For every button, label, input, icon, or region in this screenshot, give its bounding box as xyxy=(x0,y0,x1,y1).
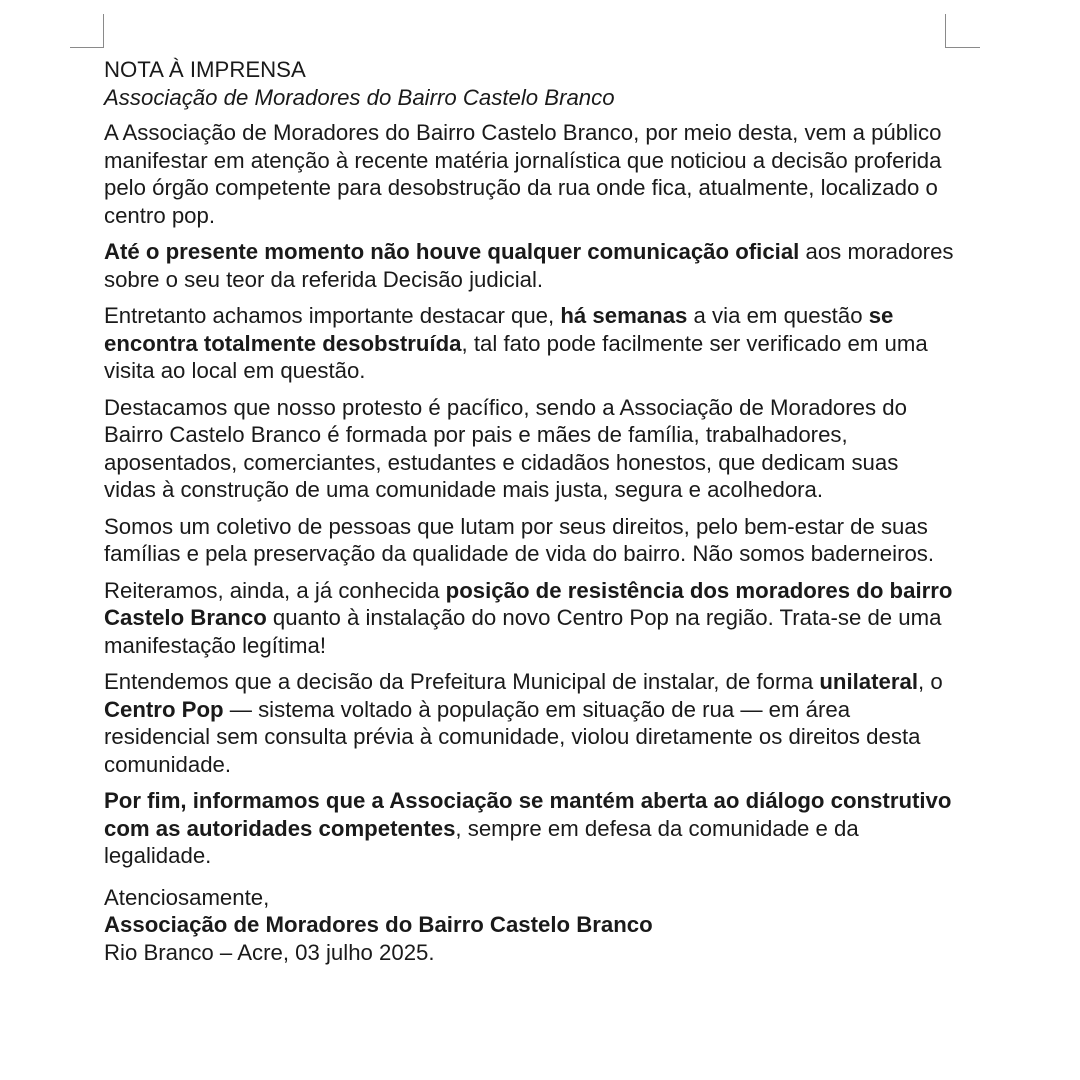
bold-text-run: Até o presente momento não houve qualquer comunicação oficial xyxy=(104,239,800,264)
text-run: a via em questão xyxy=(687,303,869,328)
bold-text-run: unilateral xyxy=(819,669,919,694)
closing-block xyxy=(104,884,954,967)
body-paragraph xyxy=(104,513,954,568)
closing-salutation: Atenciosamente, xyxy=(104,884,270,910)
crop-mark-top-right xyxy=(945,14,980,48)
closing-place-date: Rio Branco – Acre, 03 julho 2025. xyxy=(104,939,435,965)
text-run: Reiteramos, ainda, a já conhecida xyxy=(104,577,446,603)
paragraph-list xyxy=(104,119,954,870)
body-paragraph xyxy=(104,238,954,293)
bold-text-run: Centro Pop xyxy=(104,696,224,722)
body-paragraph xyxy=(104,302,954,385)
text-run: , sempre em defesa da comunidade e da legalidade. xyxy=(104,815,859,868)
bold-text-run: há semanas xyxy=(560,303,688,328)
text-run: A Associação de Moradores do Bairro Castelo Branco, por meio desta, vem a público manifestar em atenção à recente matéria jornalística que noticiou a decisão proferida pelo órgão competente para desobstrução da rua onde fica, atualmente, localizado o centro pop. xyxy=(104,120,942,228)
text-run: , tal fato pode facilmente ser verificado em uma visita ao local em questão. xyxy=(104,330,928,383)
body-paragraph xyxy=(104,394,954,504)
text-run: aos moradores sobre o seu teor da referida Decisão judicial. xyxy=(104,239,954,292)
text-run: — sistema voltado à população em situação de rua — em área residencial sem consulta prévia à comunidade, violou diretamente os direitos desta comunidade. xyxy=(104,696,921,777)
body-paragraph xyxy=(104,787,954,870)
document-title: NOTA À IMPRENSA xyxy=(104,57,306,82)
closing-signature: Associação de Moradores do Bairro Castelo Branco xyxy=(104,912,653,937)
text-run: Destacamos que nosso protesto é pacífico, sendo a Associação de Moradores do Bairro Castelo Branco é formada por pais e mães de família, trabalhadores, aposentados, comerciantes, estudantes e cidadãos honestos, que dedicam suas vidas à construção de uma comunidade mais justa, segura e acolhedora. xyxy=(104,394,907,502)
text-run: , o xyxy=(918,669,943,694)
text-run: Entendemos que a decisão da Prefeitura Municipal de instalar, de forma xyxy=(104,669,820,694)
body-paragraph xyxy=(104,577,954,660)
bold-text-run: se encontra totalmente desobstruída xyxy=(104,303,894,356)
document-subtitle: Associação de Moradores do Bairro Castelo Branco xyxy=(104,84,615,110)
document-body xyxy=(104,56,954,966)
bold-text-run: posição de resistência dos moradores do bairro Castelo Branco xyxy=(104,577,953,630)
body-paragraph xyxy=(104,119,954,229)
text-run: Entretanto achamos importante destacar que, xyxy=(104,303,561,328)
crop-mark-top-left xyxy=(70,14,104,48)
text-run: quanto à instalação do novo Centro Pop na região. Trata-se de uma manifestação legítima! xyxy=(104,605,942,658)
body-paragraph xyxy=(104,668,954,778)
bold-text-run: Por fim, informamos que a Associação se mantém aberta ao diálogo construtivo com as autoridades competentes xyxy=(104,788,952,841)
text-run: Somos um coletivo de pessoas que lutam por seus direitos, pelo bem-estar de suas famílias e pela preservação da qualidade de vida do bairro. Não somos baderneiros. xyxy=(104,513,935,566)
